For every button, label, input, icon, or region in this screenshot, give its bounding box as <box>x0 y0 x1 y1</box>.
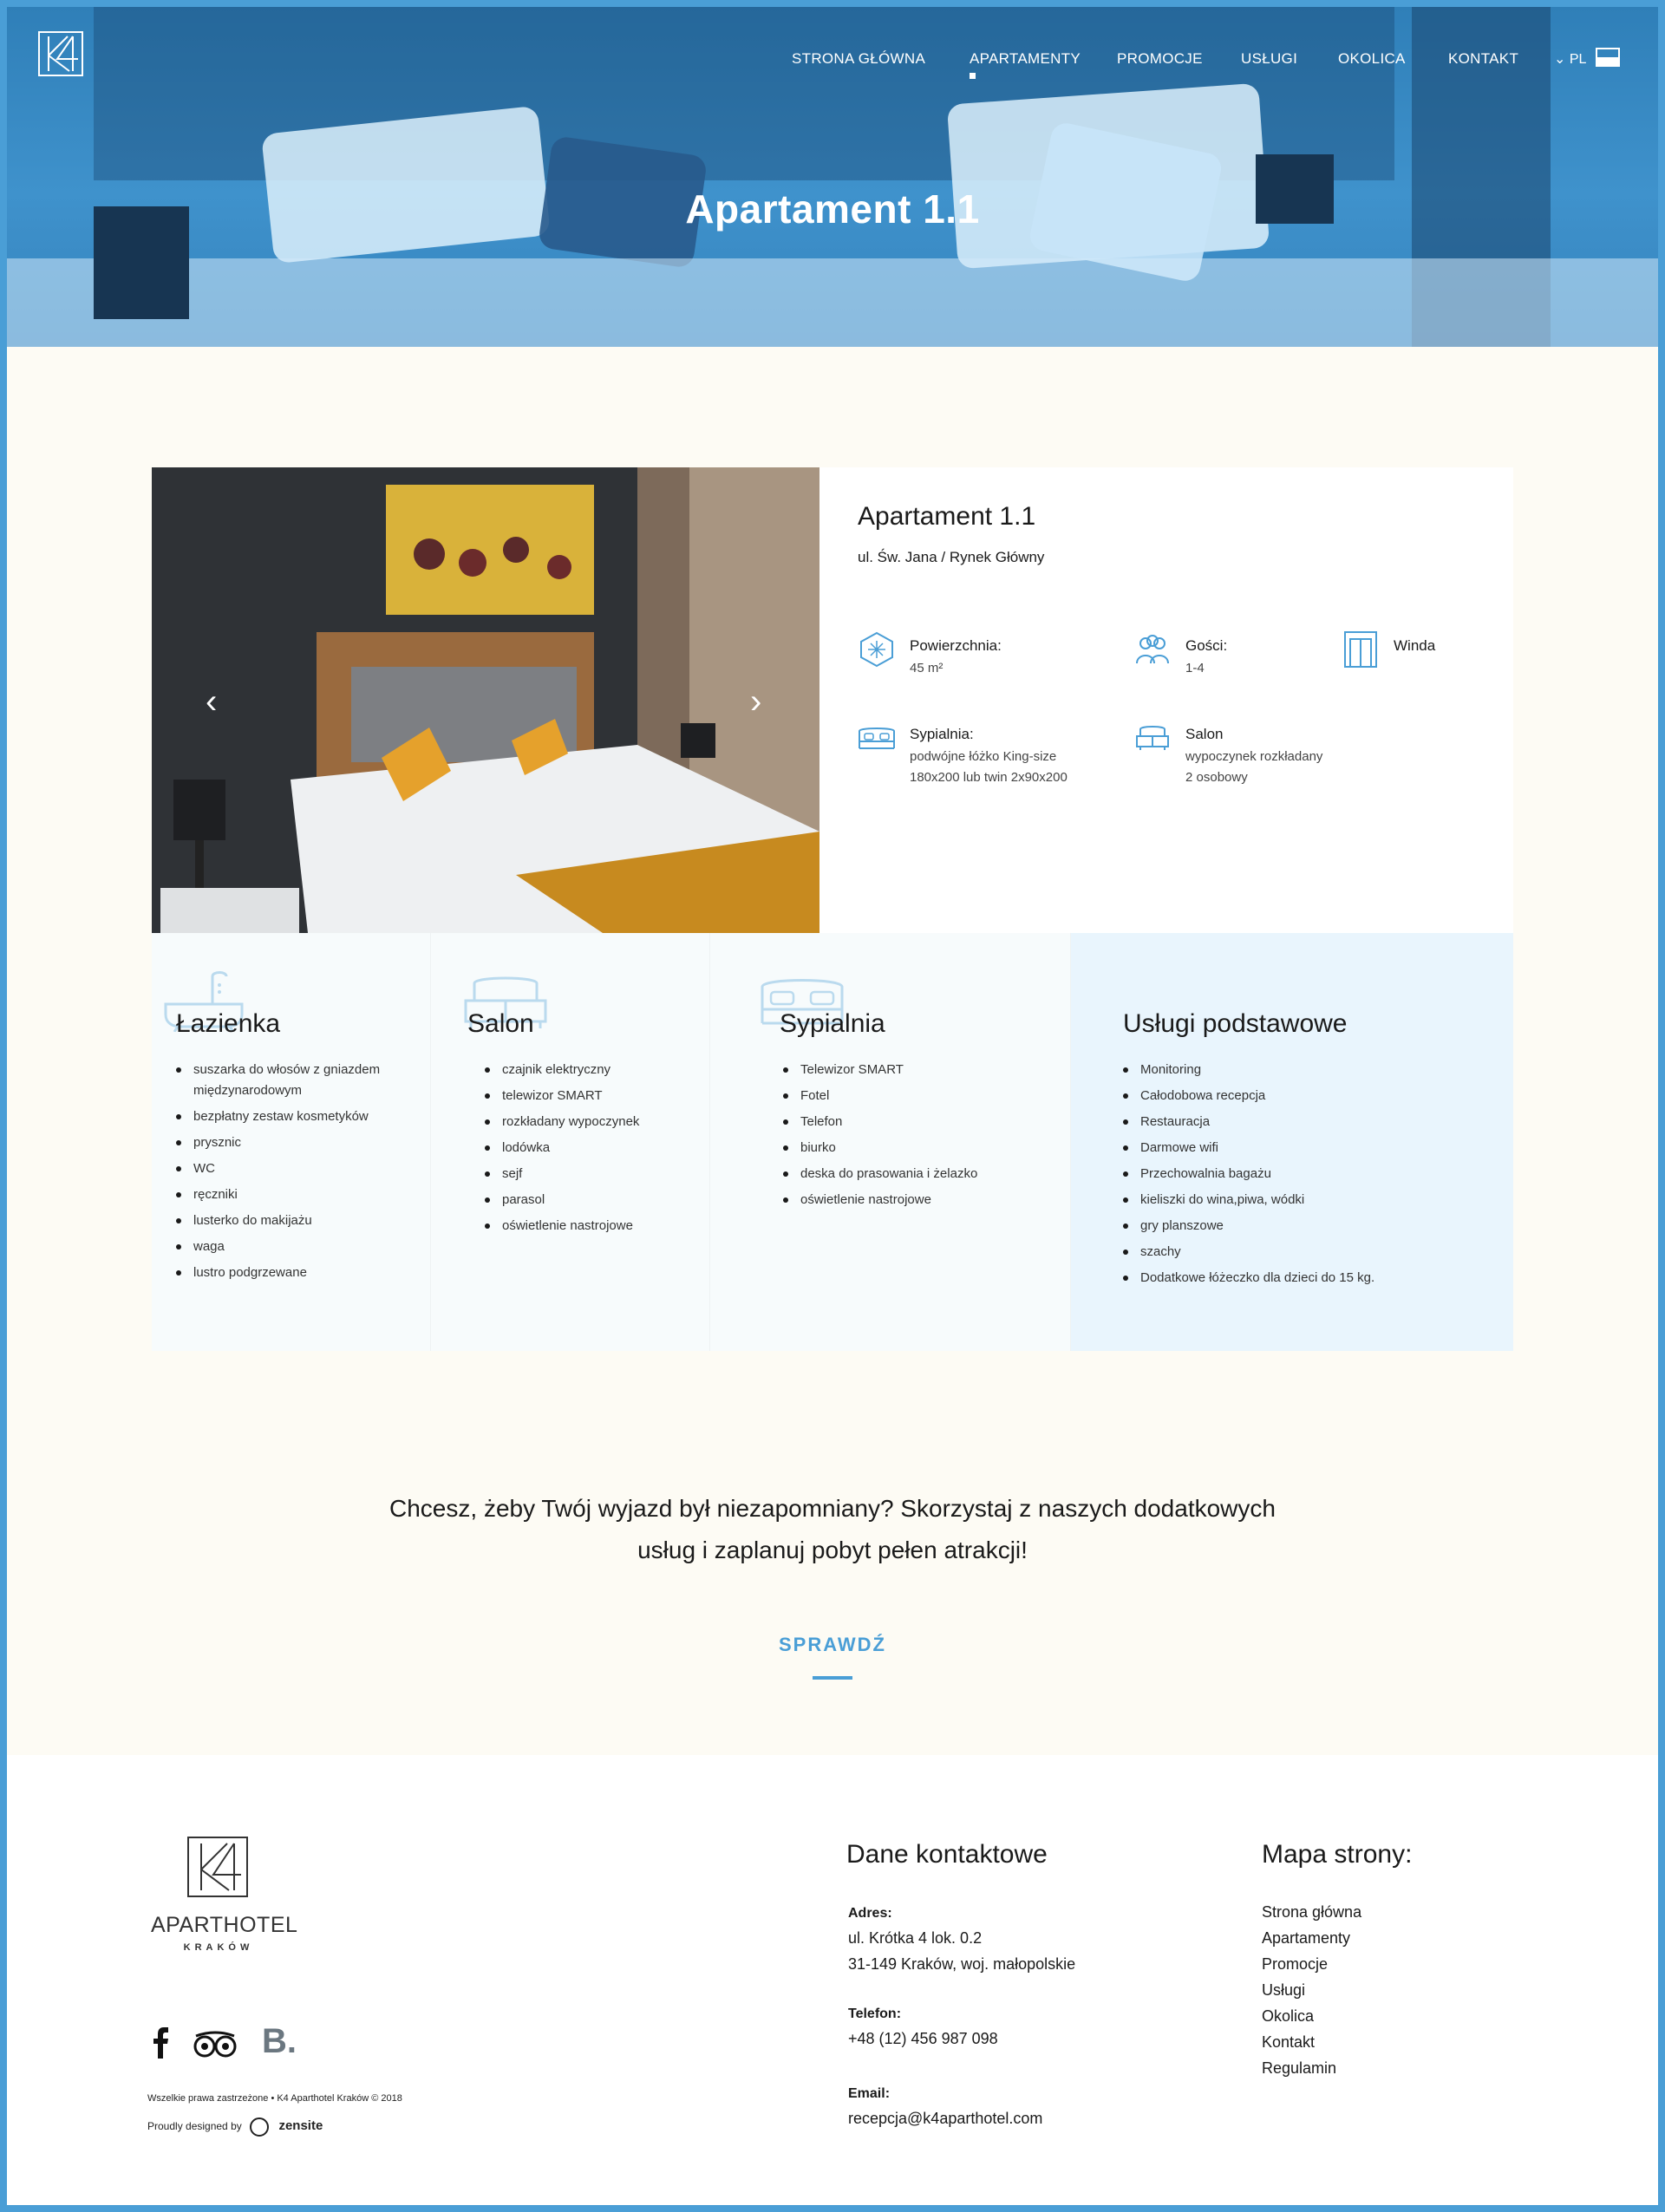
amenities-section <box>152 933 1513 1351</box>
list-item: telewizor SMART <box>485 1086 702 1106</box>
apartment-name: Apartament 1.1 <box>858 502 1036 531</box>
list-item: Całodobowa recepcja <box>1123 1086 1505 1106</box>
address-value <box>848 1925 1075 1977</box>
apartment-card <box>152 467 1513 933</box>
list-item: Restauracja <box>1123 1112 1505 1132</box>
sitemap-link-home[interactable]: Strona główna <box>1262 1903 1362 1921</box>
feature-value: 1-4 <box>1185 661 1205 675</box>
footer-brand: APARTHOTEL <box>151 1913 298 1937</box>
feature-value <box>910 747 1068 788</box>
list-item: sejf <box>485 1164 702 1184</box>
language-code: PL <box>1569 52 1587 67</box>
amenity-list <box>485 1060 702 1242</box>
email-label: Email: <box>848 2086 891 2101</box>
amenity-list <box>783 1060 1061 1216</box>
promo-line: usług i zaplanuj pobyt pełen atrakcji! <box>637 1537 1028 1563</box>
chevron-down-icon: ⌄ <box>1554 52 1566 67</box>
nav-active-indicator <box>970 73 976 79</box>
feature-value-line: 180x200 lub twin 2x90x200 <box>910 770 1068 785</box>
copyright: Wszelkie prawa zastrzeżone • K4 Aparthotel Kraków © 2018 <box>147 2093 402 2104</box>
sofa-icon <box>1133 719 1172 757</box>
phone-label: Telefon: <box>848 2006 902 2021</box>
area-icon <box>858 630 896 669</box>
sitemap-link-services[interactable]: Usługi <box>1262 1981 1306 1999</box>
amenity-column-living-room <box>431 933 710 1351</box>
amenity-column-services <box>1071 933 1513 1351</box>
bedsheet-decoration <box>7 258 1658 347</box>
list-item: czajnik elektryczny <box>485 1060 702 1080</box>
list-item: biurko <box>783 1138 1061 1158</box>
nav-item-apartments[interactable]: APARTAMENTY <box>970 50 1081 67</box>
list-item: lustro podgrzewane <box>176 1263 419 1283</box>
apartment-address: ul. Św. Jana / Rynek Główny <box>858 549 1045 565</box>
page-frame <box>7 7 1658 2205</box>
page-title: Apartament 1.1 <box>685 186 980 232</box>
nav-item-contact[interactable]: KONTAKT <box>1448 50 1519 67</box>
check-button[interactable]: SPRAWDŹ <box>779 1634 886 1655</box>
sitemap-link-contact[interactable]: Kontakt <box>1262 2033 1316 2051</box>
amenity-title: Usługi podstawowe <box>1123 1009 1348 1038</box>
feature-label: Salon <box>1185 726 1224 742</box>
sitemap-list <box>1262 1899 1361 2081</box>
slider-next-arrow-icon[interactable]: › <box>750 682 762 721</box>
promo-text <box>7 1488 1658 1571</box>
list-item: Telefon <box>783 1112 1061 1132</box>
feature-label: Powierzchnia: <box>910 637 1002 654</box>
list-item: Telewizor SMART <box>783 1060 1061 1080</box>
amenity-list <box>176 1060 419 1289</box>
nav-item-promotions[interactable]: PROMOCJE <box>1117 50 1203 67</box>
amenity-title: Salon <box>467 1009 534 1038</box>
list-item: lusterko do makijażu <box>176 1210 419 1231</box>
feature-label: Gości: <box>1185 637 1228 654</box>
guests-icon <box>1133 630 1172 669</box>
list-item: Darmowe wifi <box>1123 1138 1505 1158</box>
footer <box>7 1755 1658 2205</box>
tripadvisor-icon[interactable] <box>193 2031 238 2059</box>
amenity-column-bedroom <box>710 933 1071 1351</box>
slider-prev-arrow-icon[interactable]: ‹ <box>206 682 218 721</box>
feature-value: 45 m² <box>910 661 944 675</box>
address-label: Adres: <box>848 1906 892 1921</box>
list-item: szachy <box>1123 1242 1505 1263</box>
phone-value[interactable]: +48 (12) 456 987 098 <box>848 2030 998 2047</box>
polish-flag-icon[interactable] <box>1596 48 1620 67</box>
list-item: Fotel <box>783 1086 1061 1106</box>
facebook-icon[interactable] <box>149 2026 170 2059</box>
list-item: gry planszowe <box>1123 1216 1505 1237</box>
feature-label: Winda <box>1394 637 1436 654</box>
nav-item-area[interactable]: OKOLICA <box>1338 50 1406 67</box>
contact-heading: Dane kontaktowe <box>846 1840 1048 1869</box>
bedroom-photo <box>152 467 819 933</box>
pillow-decoration <box>261 106 551 264</box>
sitemap-link-promotions[interactable]: Promocje <box>1262 1955 1329 1973</box>
k4-logo-icon[interactable] <box>187 1837 248 1897</box>
list-item: suszarka do włosów z gniazdem międzynarodowym <box>176 1060 419 1101</box>
list-item: ręczniki <box>176 1184 419 1205</box>
feature-label: Sypialnia: <box>910 726 974 742</box>
sitemap-link-apartments[interactable]: Apartamenty <box>1262 1929 1351 1947</box>
list-item: deska do prasowania i żelazko <box>783 1164 1061 1184</box>
list-item: Dodatkowe łóżeczko dla dzieci do 15 kg. <box>1123 1268 1505 1289</box>
address-line: 31-149 Kraków, woj. małopolskie <box>848 1955 1076 1973</box>
list-item: rozkładany wypoczynek <box>485 1112 702 1132</box>
booking-icon[interactable]: B. <box>262 2022 297 2060</box>
cta-underline <box>813 1676 852 1680</box>
sitemap-heading: Mapa strony: <box>1262 1840 1413 1869</box>
feature-value <box>1185 747 1322 788</box>
designer-credit[interactable] <box>147 2117 323 2137</box>
list-item: oświetlenie nastrojowe <box>485 1216 702 1237</box>
nav-item-services[interactable]: USŁUGI <box>1241 50 1298 67</box>
email-value[interactable]: recepcja@k4aparthotel.com <box>848 2110 1043 2127</box>
list-item: bezpłatny zestaw kosmetyków <box>176 1106 419 1127</box>
list-item: prysznic <box>176 1132 419 1153</box>
list-item: Przechowalnia bagażu <box>1123 1164 1505 1184</box>
list-item: kieliszki do wina,piwa, wódki <box>1123 1190 1505 1210</box>
apartment-photo-slider[interactable] <box>152 467 819 933</box>
nav-item-home[interactable]: STRONA GŁÓWNA <box>792 50 926 67</box>
designer-name: zensite <box>278 2118 323 2134</box>
address-line: ul. Krótka 4 lok. 0.2 <box>848 1929 983 1947</box>
feature-value-line: 2 osobowy <box>1185 770 1248 785</box>
hero-banner <box>7 7 1658 347</box>
sitemap-link-terms[interactable]: Regulamin <box>1262 2059 1337 2077</box>
feature-value-line: podwójne łóżko King-size <box>910 749 1057 764</box>
promo-line: Chcesz, żeby Twój wyjazd był niezapomniany? Skorzystaj z naszych dodatkowych <box>389 1495 1276 1522</box>
list-item: Monitoring <box>1123 1060 1505 1080</box>
main-nav <box>7 50 1658 68</box>
zensite-logo-icon <box>250 2117 269 2137</box>
amenity-list <box>1123 1060 1505 1294</box>
feature-value-line: wypoczynek rozkładany <box>1185 749 1323 764</box>
amenity-title: Sypialnia <box>780 1009 885 1038</box>
language-selector[interactable] <box>1554 50 1586 68</box>
list-item: waga <box>176 1237 419 1257</box>
list-item: WC <box>176 1158 419 1179</box>
list-item: oświetlenie nastrojowe <box>783 1190 1061 1210</box>
designer-label: Proudly designed by <box>147 2120 242 2133</box>
list-item: lodówka <box>485 1138 702 1158</box>
amenity-title: Łazienka <box>176 1009 281 1038</box>
list-item: parasol <box>485 1190 702 1210</box>
footer-city: KRAKÓW <box>183 1942 254 1953</box>
amenity-column-bathroom <box>152 933 431 1351</box>
sitemap-link-area[interactable]: Okolica <box>1262 2007 1315 2025</box>
elevator-icon <box>1342 630 1380 669</box>
bed-icon <box>858 719 896 757</box>
